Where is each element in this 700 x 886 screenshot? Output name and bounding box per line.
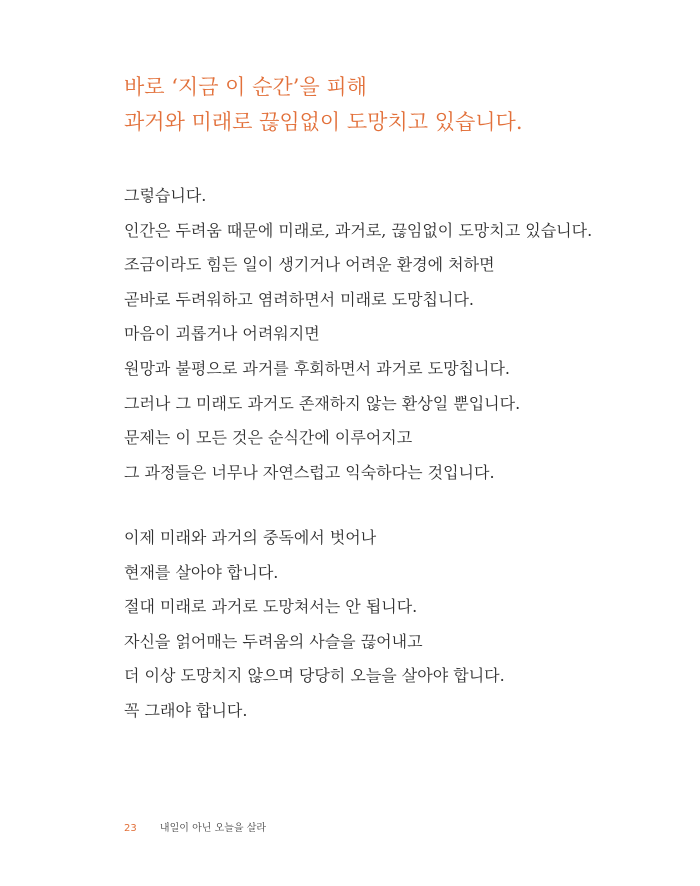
heading-line: 바로 ‘지금 이 순간’을 피해	[124, 75, 367, 99]
text-line: 마음이 괴롭거나 어려워지면	[124, 324, 320, 344]
text-line: 그 과정들은 너무나 자연스럽고 익숙하다는 것입니다.	[124, 462, 495, 482]
page-number: 23	[124, 823, 137, 834]
text-line: 문제는 이 모든 것은 순식간에 이루어지고	[124, 428, 413, 448]
text-line: 조금이라도 힘든 일이 생기거나 어려운 환경에 처하면	[124, 255, 495, 275]
text-line: 꼭 그래야 합니다.	[124, 700, 248, 720]
text-line: 곧바로 두려워하고 염려하면서 미래로 도망칩니다.	[124, 289, 475, 309]
text-line: 이제 미래와 과거의 중독에서 벗어나	[124, 528, 377, 547]
text-line: 그렇습니다.	[124, 186, 207, 205]
highlighted-heading	[124, 70, 664, 140]
text-line: 현재를 살아야 합니다.	[124, 562, 279, 582]
text-line: 그러나 그 미래도 과거도 존재하지 않는 환상일 뿐입니다.	[124, 393, 521, 413]
book-title: 내일이 아닌 오늘을 살라	[159, 823, 267, 834]
text-line: 절대 미래로 과거로 도망쳐서는 안 됩니다.	[124, 597, 418, 617]
text-line: 인간은 두려움 때문에 미래로, 과거로, 끊임없이 도망치고 있습니다.	[124, 220, 593, 240]
heading-line: 과거와 미래로 끊임없이 도망치고 있습니다.	[124, 110, 523, 134]
text-line: 자신을 얽어매는 두려움의 사슬을 끊어내고	[124, 631, 423, 651]
paragraph-2	[124, 521, 664, 729]
page-footer	[124, 819, 266, 834]
text-line: 더 이상 도망치지 않으며 당당히 오늘을 살아야 합니다.	[124, 666, 505, 686]
paragraph-1	[124, 179, 664, 490]
text-line: 원망과 불평으로 과거를 후회하면서 과거로 도망칩니다.	[124, 358, 511, 378]
